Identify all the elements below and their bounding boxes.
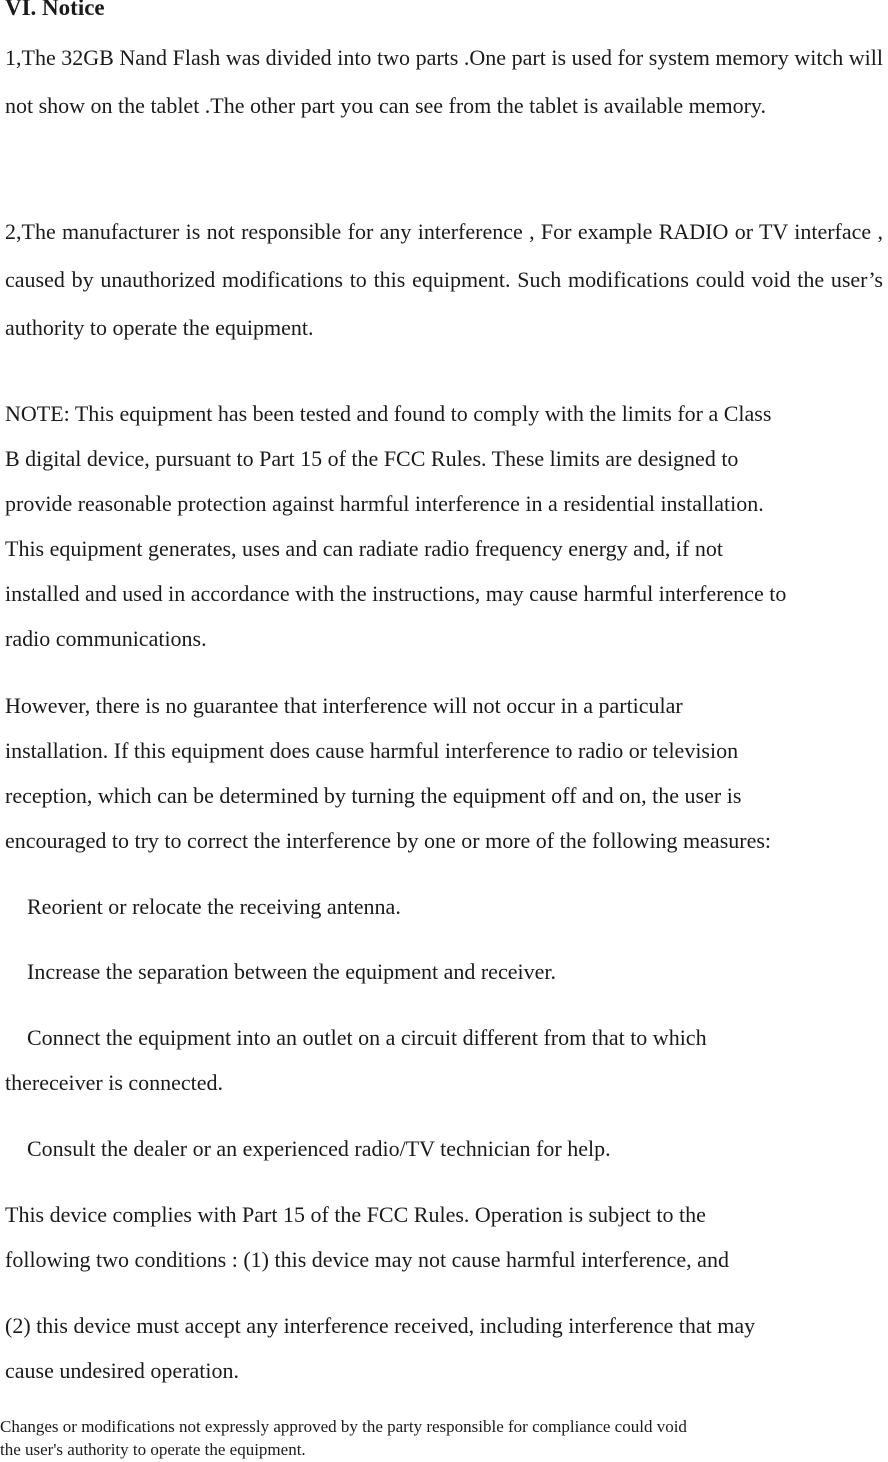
condition-two — [5, 1303, 755, 1393]
however-paragraph — [5, 683, 771, 863]
condition-line: cause undesired operation. — [5, 1358, 239, 1383]
notice-item-interference: 2,The manufacturer is not responsible for any interference , For example RADIO or TV interface , caused by unauthorized modifications to this equipment. Such modifications could void the user’s authority to operate the equipment. — [5, 219, 883, 340]
however-line: installation. If this equipment does cause harmful interference to radio or television — [5, 738, 739, 763]
however-line: reception, which can be determined by turning the equipment off and on, the user is — [5, 783, 742, 808]
changes-modifications-notice — [0, 1415, 687, 1461]
note-line: radio communications. — [5, 626, 207, 651]
changes-line: the user's authority to operate the equipment. — [0, 1440, 306, 1459]
compliance-line: following two conditions : (1) this device may not cause harmful interference, and — [5, 1247, 729, 1272]
condition-line: (2) this device must accept any interference received, including interference that may — [5, 1313, 756, 1338]
measure-consult-dealer: Consult the dealer or an experienced radio/TV technician for help. — [27, 1136, 611, 1161]
note-line: provide reasonable protection against harmful interference in a residential installation. — [5, 491, 764, 516]
note-line: This equipment generates, uses and can radiate radio frequency energy and, if not — [5, 536, 723, 561]
changes-line: Changes or modifications not expressly approved by the party responsible for compliance could void — [0, 1417, 687, 1436]
measure-connect-outlet: Connect the equipment into an outlet on a circuit different from that to which — [27, 1025, 707, 1050]
measure-connect-outlet-continued: thereceiver is connected. — [5, 1070, 224, 1095]
note-line: B digital device, pursuant to Part 15 of the FCC Rules. These limits are designed to — [5, 446, 739, 471]
notice-item-storage: 1,The 32GB Nand Flash was divided into two parts .One part is used for system memory witch will not show on the tablet .The other part you can see from the tablet is available memory. — [5, 45, 883, 118]
compliance-line: This device complies with Part 15 of the FCC Rules. Operation is subject to the — [5, 1202, 706, 1227]
note-line: NOTE: This equipment has been tested and found to comply with the limits for a Class — [5, 401, 772, 426]
part15-compliance-statement — [5, 1192, 729, 1282]
measure-reorient: Reorient or relocate the receiving antenna. — [27, 894, 401, 919]
section-heading: VI. Notice — [5, 0, 105, 20]
fcc-class-b-note — [5, 391, 885, 661]
however-line: encouraged to try to correct the interference by one or more of the following measures: — [5, 828, 772, 853]
measure-increase-separation: Increase the separation between the equipment and receiver. — [27, 959, 556, 984]
however-line: However, there is no guarantee that interference will not occur in a particular — [5, 693, 683, 718]
note-line: installed and used in accordance with the instructions, may cause harmful interference to — [5, 581, 787, 606]
